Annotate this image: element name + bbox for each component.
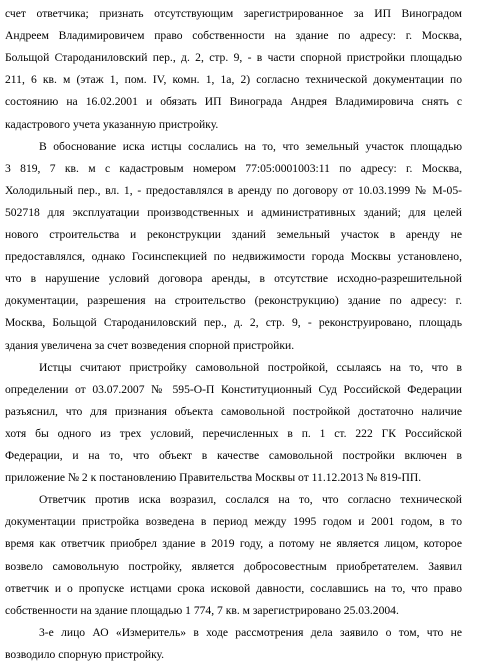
text-line: 3 819, 7 кв. м с кадастровым номером 77:05:0001003:11 по адресу: г. Москва, <box>5 161 462 175</box>
text-line: Андреем Владимировичем право собственности на здание по адресу: г. Москва, <box>5 29 462 43</box>
text-line: Больщой Староданиловский пер., д. 2, стр. 9, - в части спорной пристройки площадью <box>5 51 462 65</box>
text-line: 211, 6 кв. м (этаж 1, пом. IV, комн. 1, 1а, 2) согласно технической документации по <box>5 73 462 87</box>
text-line: счет ответчика; признать отсутствующим зарегистрированное за ИП Виноградом <box>5 7 462 20</box>
paragraph-first-line: Истцы считают пристройку самовольной постройкой, ссылаясь на то, что в <box>39 360 462 374</box>
text-line: предоставлялся, однако Госинспекцией по недвижимости города Москвы установлено, <box>5 250 462 264</box>
text-line: документации пристройка возведена в период между 1995 годом и 2001 годом, в то <box>5 515 462 529</box>
text-line: возводило спорную пристройку. <box>5 647 165 661</box>
text-line: время как ответчик приобрел здание в 2019 году, а потому не является лицом, которое <box>5 537 462 551</box>
text-line: Федерации, и на то, что объект в качестве самовольной постройки включен в <box>5 449 462 462</box>
text-line: собственности на здание площадью 1 774, 7 кв. м зарегистрировано 25.03.2004. <box>5 603 399 617</box>
paragraph-first-line: В обоснование иска истцы сослались на то, что земельный участок площадью <box>39 139 462 153</box>
text-line: состоянию на 16.02.2001 и обязать ИП Винограда Андрея Владимировича снять с <box>5 95 462 109</box>
paragraph-first-line: 3-е лицо АО «Измеритель» в ходе рассмотрения дела заявило о том, что не <box>39 625 462 639</box>
text-line: что в нарушение условий договора аренды, в отсутствие исходно-разрешительной <box>5 272 462 286</box>
text-line: определении от 03.07.2007 № 595-О-П Конституционный Суд Российской Федерации <box>5 382 462 396</box>
text-line: здания увеличена за счет возведения спорной пристройки. <box>5 338 295 352</box>
text-line: нового строительства и реконструкции зданий земельный участок в аренду не <box>5 228 462 241</box>
text-line: разъяснил, что для признания объекта самовольной постройкой достаточно наличие <box>5 404 462 418</box>
text-line: 502718 для эксплуатации производственных и административных зданий; для целей <box>5 205 462 219</box>
text-line: Москва, Больщой Староданиловский пер., д. 2, стр. 9, - реконструировано, площадь <box>5 316 462 330</box>
text-line: приложение № 2 к постановлению Правительства Москвы от 11.12.2013 № 819-ПП. <box>5 471 422 485</box>
text-line: Холодильный пер., вл. 1, - предоставлялся в аренду по договору от 10.03.1999 № М-05- <box>5 183 462 197</box>
text-line: документации, разрешения на строительство (реконструкцию) здание по адресу: г. <box>5 294 462 308</box>
text-line: ответчик и о пропуске истцами срока исковой давности, сославшись на то, что право <box>5 581 462 595</box>
text-line: возвело самовольную постройку, является добросовестным приобретателем. Заявил <box>5 559 462 573</box>
paragraph-first-line: Ответчик против иска возразил, сослался на то, что согласно технической <box>39 493 462 507</box>
text-line: кадастрового учета указанную пристройку. <box>5 117 219 131</box>
text-line: хотя бы одного из трех условий, перечисленных в п. 1 ст. 222 ГК Российской <box>5 426 462 440</box>
